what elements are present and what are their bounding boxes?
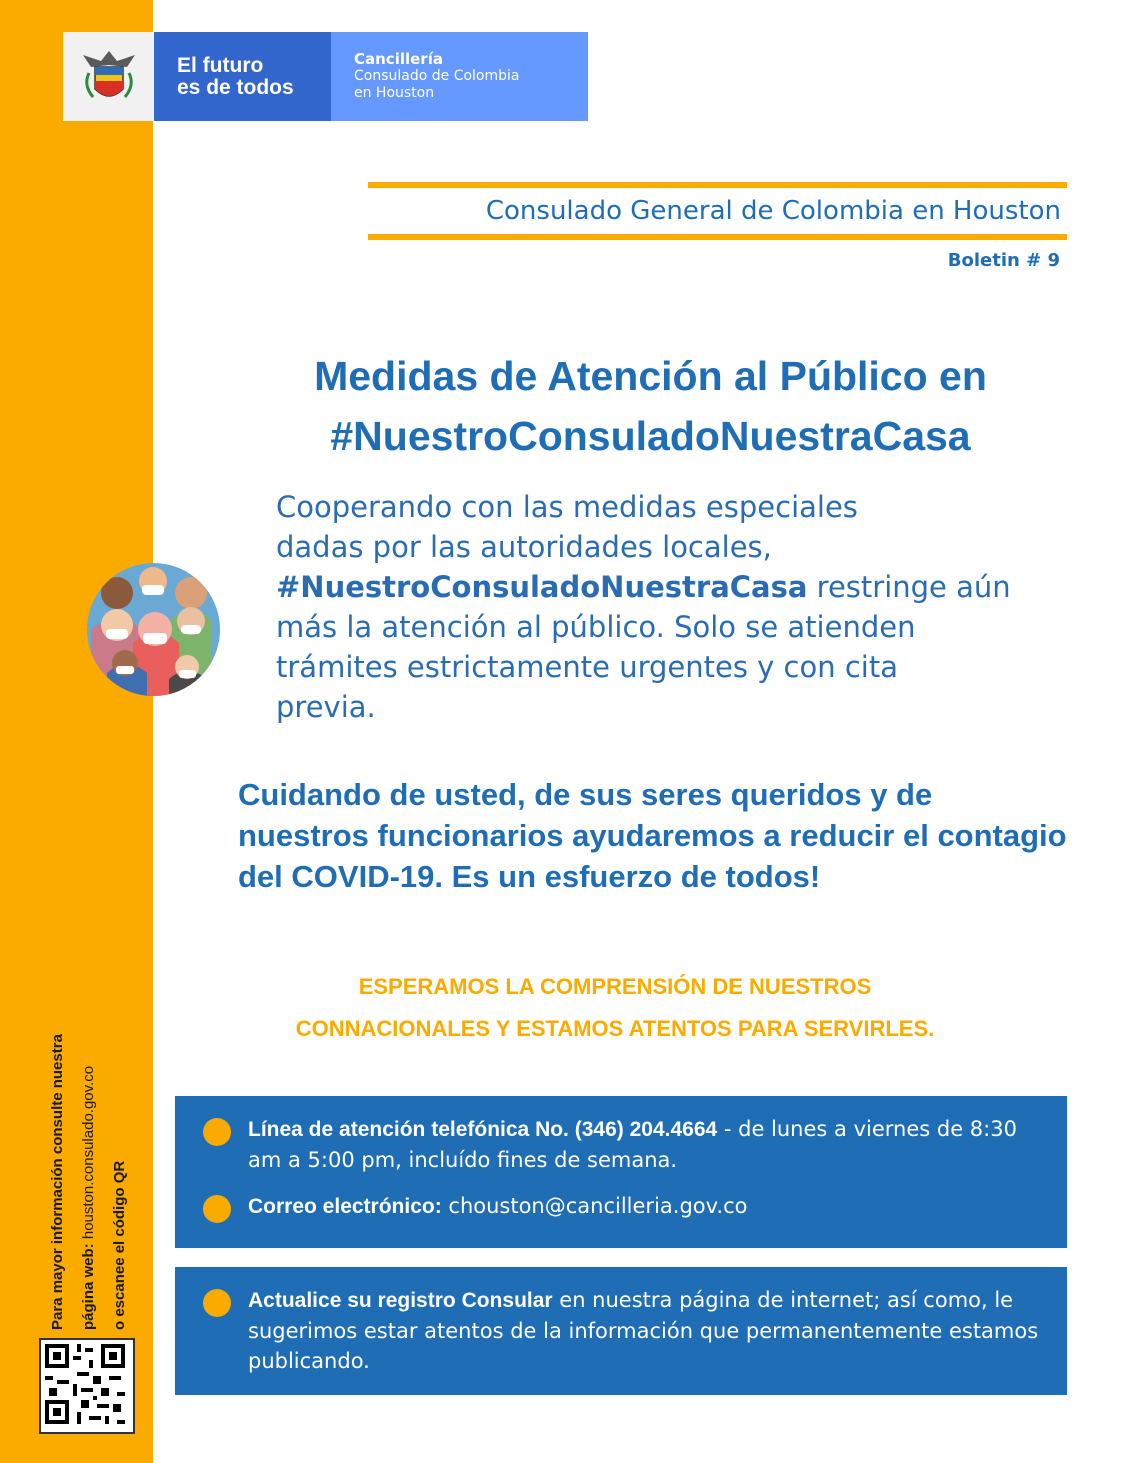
org-line3: en Houston xyxy=(354,85,435,101)
people-masks-illustration xyxy=(87,563,220,696)
bullet-icon xyxy=(203,1118,231,1146)
bulletin-number: Boletin # 9 xyxy=(947,250,1060,271)
intro-part1: Cooperando con las medidas especiales dadas por las autoridades locales, xyxy=(276,490,858,564)
qr-code-icon[interactable] xyxy=(39,1338,135,1434)
org-line2: Consulado de Colombia xyxy=(354,68,520,84)
contact-box xyxy=(175,1096,1067,1248)
sidebar-web-label: página web: xyxy=(80,1243,97,1330)
registry-bold: Actualice su registro Consular xyxy=(248,1289,553,1312)
intro-paragraph xyxy=(276,487,1076,727)
org-name: Cancillería xyxy=(354,50,443,68)
sidebar-line3: o escanee el código QR xyxy=(111,1160,128,1330)
title-line1: Medidas de Atención al Público en xyxy=(314,353,987,399)
email-link[interactable]: chouston@cancilleria.gov.co xyxy=(441,1194,748,1218)
header-banner xyxy=(63,32,588,121)
slogan-block xyxy=(154,32,331,121)
sidebar-line1: Para mayor información consulte nuestra xyxy=(49,1034,66,1330)
bullet-icon xyxy=(203,1289,231,1317)
phone-label[interactable]: Línea de atención telefónica No. (346) 204.4664 xyxy=(248,1118,718,1141)
email-label: Correo electrónico: xyxy=(248,1195,442,1218)
care-message: Cuidando de usted, de sus seres queridos y de nuestros funcionarios ayudaremos a reducir el contagio del COVID-19. Es un esfuerzo de todos! xyxy=(238,777,1067,894)
org-block xyxy=(331,32,588,121)
registry-rest: en nuestra página de internet; así como, le sugerimos estar atentos de la información que permanentemente estamos publicando. xyxy=(248,1288,1039,1373)
phone-row xyxy=(203,1114,1049,1175)
hope-line1: ESPERAMOS LA COMPRENSIÓN DE NUESTROS xyxy=(358,974,872,999)
intro-hashtag: #NuestroConsuladoNuestraCasa xyxy=(276,570,808,604)
registry-box xyxy=(175,1267,1067,1395)
sidebar-info xyxy=(42,960,135,1330)
sidebar-web-url[interactable]: houston.consulado.gov.co xyxy=(80,1065,97,1244)
consulate-title: Consulado General de Colombia en Houston xyxy=(485,196,1061,226)
intro-part2: restringe aún más la atención al público. Solo se atienden trámites estrictamente urgentes y con cita previa. xyxy=(276,570,1011,724)
bullet-icon xyxy=(203,1195,231,1223)
slogan-line2: es de todos xyxy=(177,75,294,99)
hope-line2: CONNACIONALES Y ESTAMOS ATENTOS PARA SERVIRLES. xyxy=(295,1016,935,1041)
page-title xyxy=(170,346,1131,466)
colombia-coat-of-arms-icon xyxy=(63,32,154,121)
phone-detail: - de lunes a viernes de 8:30 am a 5:00 pm, incluído fines de semana. xyxy=(248,1117,1017,1172)
registry-row xyxy=(203,1285,1049,1376)
consulate-title-box xyxy=(368,182,1067,240)
email-row xyxy=(203,1191,1049,1223)
title-line2: #NuestroConsuladoNuestraCasa xyxy=(330,413,971,459)
hope-message xyxy=(160,966,1070,1050)
slogan-line1: El futuro xyxy=(177,53,264,77)
